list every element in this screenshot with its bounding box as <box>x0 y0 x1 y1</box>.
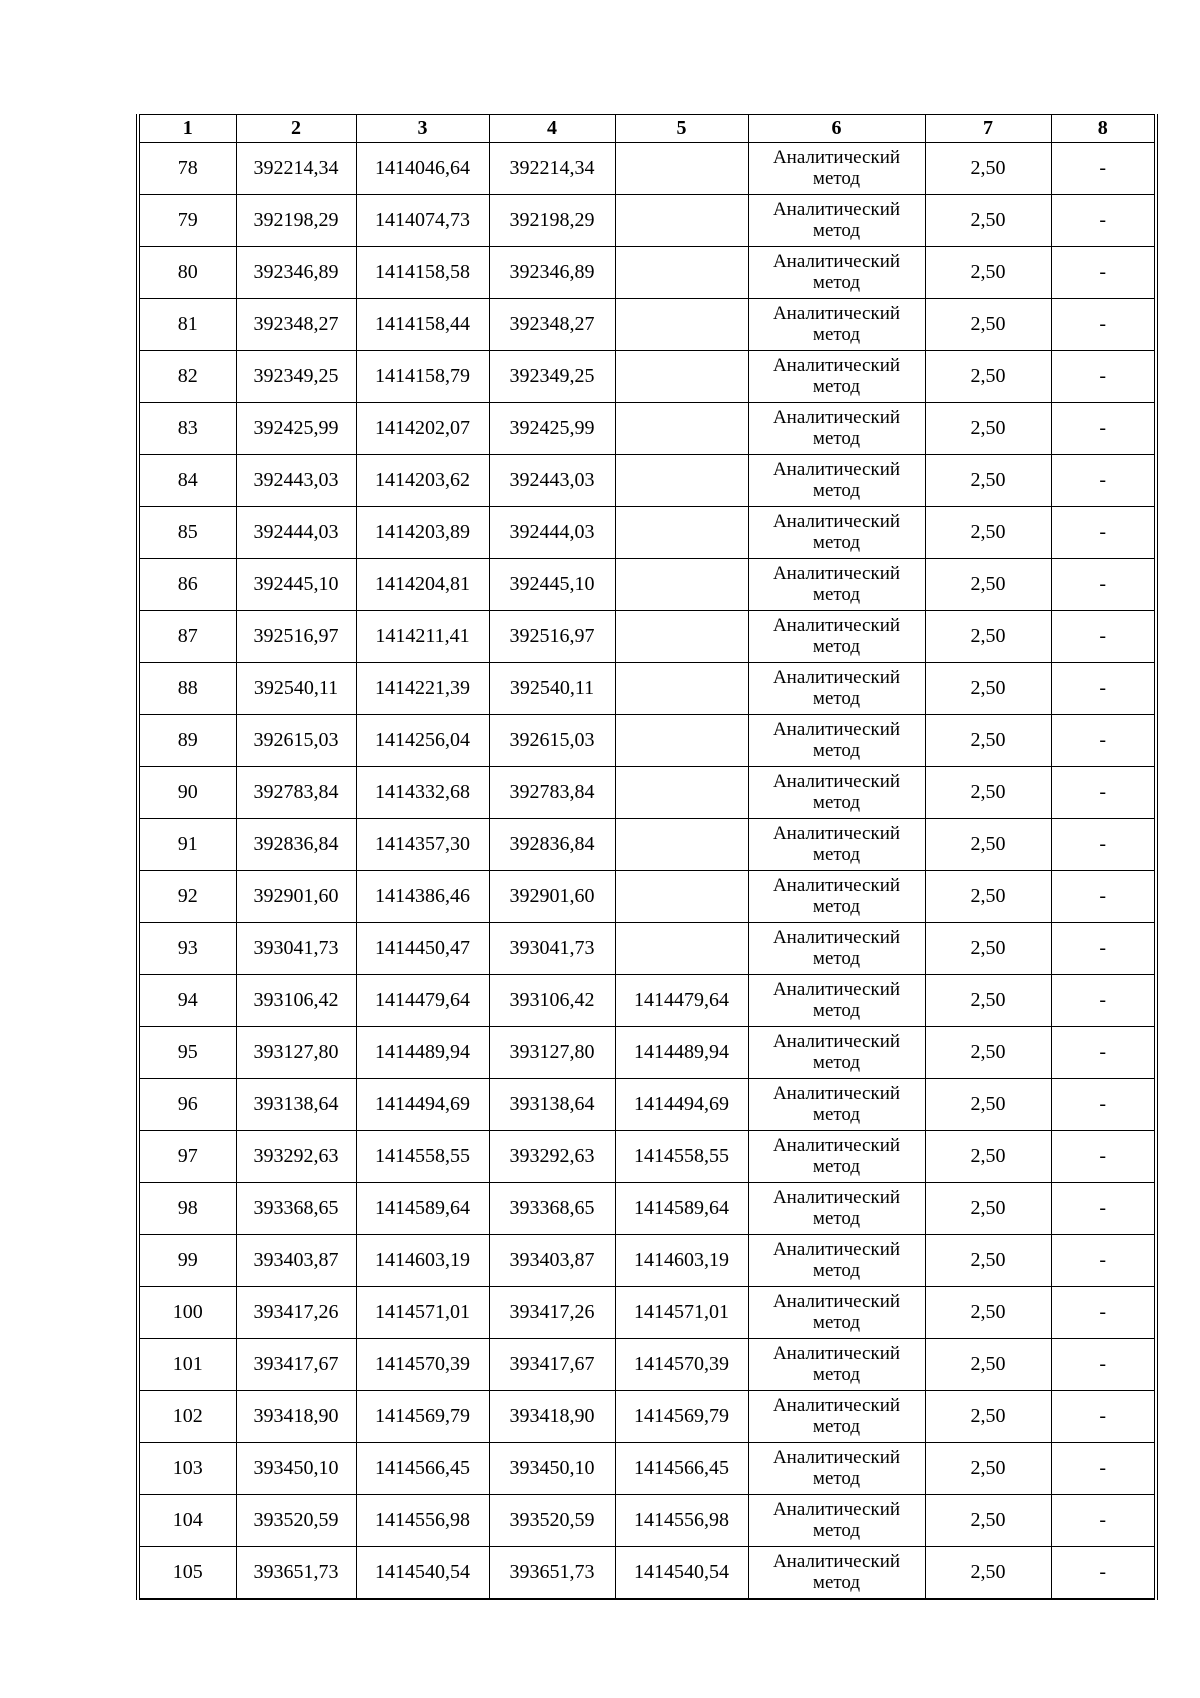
table-cell-col-5 <box>615 195 748 247</box>
table-header-row <box>138 115 1156 143</box>
table-cell-col-4: 393418,90 <box>489 1391 615 1443</box>
table-cell-col-1: 90 <box>138 767 236 819</box>
table-cell-col-4: 393403,87 <box>489 1235 615 1287</box>
table-cell-col-8: - <box>1051 559 1156 611</box>
table-cell-col-6: Аналитический метод <box>748 455 925 507</box>
table-cell-col-2: 392615,03 <box>236 715 356 767</box>
column-header-5: 5 <box>615 115 748 143</box>
table-cell-col-7: 2,50 <box>925 1235 1051 1287</box>
table-cell-col-4: 393368,65 <box>489 1183 615 1235</box>
table-cell-col-1: 105 <box>138 1547 236 1600</box>
table-cell-col-5: 1414603,19 <box>615 1235 748 1287</box>
table-cell-col-6: Аналитический метод <box>748 975 925 1027</box>
table-cell-col-1: 93 <box>138 923 236 975</box>
table-cell-col-6: Аналитический метод <box>748 1443 925 1495</box>
table-cell-col-1: 80 <box>138 247 236 299</box>
table-cell-col-1: 86 <box>138 559 236 611</box>
table-cell-col-5 <box>615 819 748 871</box>
table-cell-col-2: 392901,60 <box>236 871 356 923</box>
table-cell-col-2: 392214,34 <box>236 143 356 195</box>
table-cell-col-6: Аналитический метод <box>748 403 925 455</box>
table-cell-col-3: 1414489,94 <box>356 1027 489 1079</box>
table-cell-col-2: 393292,63 <box>236 1131 356 1183</box>
table-cell-col-8: - <box>1051 1547 1156 1600</box>
table-cell-col-7: 2,50 <box>925 1443 1051 1495</box>
table-cell-col-5: 1414556,98 <box>615 1495 748 1547</box>
table-cell-col-4: 393450,10 <box>489 1443 615 1495</box>
table-cell-col-2: 392346,89 <box>236 247 356 299</box>
table-cell-col-1: 99 <box>138 1235 236 1287</box>
table-cell-col-6: Аналитический метод <box>748 195 925 247</box>
table-cell-col-2: 393651,73 <box>236 1547 356 1600</box>
table-row <box>138 299 1156 351</box>
table-cell-col-2: 393041,73 <box>236 923 356 975</box>
table-cell-col-8: - <box>1051 1131 1156 1183</box>
table-cell-col-3: 1414202,07 <box>356 403 489 455</box>
table-row <box>138 559 1156 611</box>
table-cell-col-7: 2,50 <box>925 351 1051 403</box>
table-cell-col-3: 1414386,46 <box>356 871 489 923</box>
table-cell-col-5: 1414589,64 <box>615 1183 748 1235</box>
table-cell-col-5: 1414569,79 <box>615 1391 748 1443</box>
table-cell-col-1: 95 <box>138 1027 236 1079</box>
table-cell-col-2: 392443,03 <box>236 455 356 507</box>
table-cell-col-6: Аналитический метод <box>748 819 925 871</box>
table-cell-col-6: Аналитический метод <box>748 1495 925 1547</box>
table-cell-col-5: 1414570,39 <box>615 1339 748 1391</box>
table-cell-col-3: 1414494,69 <box>356 1079 489 1131</box>
table-cell-col-6: Аналитический метод <box>748 299 925 351</box>
table-cell-col-8: - <box>1051 351 1156 403</box>
table-cell-col-2: 393368,65 <box>236 1183 356 1235</box>
table-cell-col-3: 1414158,58 <box>356 247 489 299</box>
table-cell-col-6: Аналитический метод <box>748 1339 925 1391</box>
table-cell-col-5 <box>615 663 748 715</box>
table-cell-col-7: 2,50 <box>925 1495 1051 1547</box>
table-cell-col-8: - <box>1051 1391 1156 1443</box>
table-cell-col-8: - <box>1051 975 1156 1027</box>
table-cell-col-7: 2,50 <box>925 559 1051 611</box>
coordinates-table <box>136 114 1158 1600</box>
table-cell-col-1: 81 <box>138 299 236 351</box>
table-cell-col-6: Аналитический метод <box>748 1131 925 1183</box>
table-cell-col-4: 393292,63 <box>489 1131 615 1183</box>
table-cell-col-7: 2,50 <box>925 819 1051 871</box>
table-cell-col-8: - <box>1051 1183 1156 1235</box>
column-header-1: 1 <box>138 115 236 143</box>
table-cell-col-5 <box>615 767 748 819</box>
table-cell-col-8: - <box>1051 611 1156 663</box>
table-cell-col-4: 392540,11 <box>489 663 615 715</box>
table-cell-col-8: - <box>1051 1495 1156 1547</box>
table-row <box>138 1339 1156 1391</box>
table-row <box>138 455 1156 507</box>
table-cell-col-3: 1414046,64 <box>356 143 489 195</box>
table-cell-col-7: 2,50 <box>925 1027 1051 1079</box>
table-cell-col-2: 392783,84 <box>236 767 356 819</box>
table-cell-col-1: 83 <box>138 403 236 455</box>
table-cell-col-6: Аналитический метод <box>748 611 925 663</box>
table-body <box>138 143 1156 1600</box>
table-cell-col-8: - <box>1051 1443 1156 1495</box>
table-cell-col-8: - <box>1051 1235 1156 1287</box>
table-cell-col-2: 393138,64 <box>236 1079 356 1131</box>
table-cell-col-1: 94 <box>138 975 236 1027</box>
table-cell-col-1: 98 <box>138 1183 236 1235</box>
table-cell-col-8: - <box>1051 1339 1156 1391</box>
table-row <box>138 1235 1156 1287</box>
table-cell-col-6: Аналитический метод <box>748 1027 925 1079</box>
table-cell-col-2: 392198,29 <box>236 195 356 247</box>
table-cell-col-4: 392214,34 <box>489 143 615 195</box>
table-cell-col-3: 1414332,68 <box>356 767 489 819</box>
table-cell-col-5 <box>615 247 748 299</box>
table-cell-col-2: 392540,11 <box>236 663 356 715</box>
table-cell-col-1: 78 <box>138 143 236 195</box>
table-cell-col-6: Аналитический метод <box>748 767 925 819</box>
table-cell-col-3: 1414603,19 <box>356 1235 489 1287</box>
table-cell-col-8: - <box>1051 819 1156 871</box>
table-cell-col-5 <box>615 559 748 611</box>
table-cell-col-8: - <box>1051 195 1156 247</box>
table-cell-col-3: 1414570,39 <box>356 1339 489 1391</box>
table-cell-col-5: 1414571,01 <box>615 1287 748 1339</box>
table-row <box>138 819 1156 871</box>
table-cell-col-7: 2,50 <box>925 1391 1051 1443</box>
table-cell-col-7: 2,50 <box>925 767 1051 819</box>
table-cell-col-5 <box>615 299 748 351</box>
table-cell-col-4: 392349,25 <box>489 351 615 403</box>
table-cell-col-5 <box>615 871 748 923</box>
column-header-3: 3 <box>356 115 489 143</box>
table-cell-col-4: 392836,84 <box>489 819 615 871</box>
table-row <box>138 871 1156 923</box>
table-cell-col-2: 393450,10 <box>236 1443 356 1495</box>
table-cell-col-2: 392445,10 <box>236 559 356 611</box>
table-row <box>138 975 1156 1027</box>
table-cell-col-3: 1414566,45 <box>356 1443 489 1495</box>
table-cell-col-4: 392348,27 <box>489 299 615 351</box>
table-cell-col-1: 104 <box>138 1495 236 1547</box>
table-cell-col-1: 96 <box>138 1079 236 1131</box>
table-cell-col-5: 1414479,64 <box>615 975 748 1027</box>
table-cell-col-3: 1414203,89 <box>356 507 489 559</box>
table-cell-col-3: 1414589,64 <box>356 1183 489 1235</box>
table-cell-col-8: - <box>1051 1079 1156 1131</box>
column-header-6: 6 <box>748 115 925 143</box>
table-cell-col-7: 2,50 <box>925 1339 1051 1391</box>
table-cell-col-5 <box>615 455 748 507</box>
table-cell-col-2: 393418,90 <box>236 1391 356 1443</box>
table-cell-col-2: 392348,27 <box>236 299 356 351</box>
table-cell-col-6: Аналитический метод <box>748 1183 925 1235</box>
table-cell-col-4: 393127,80 <box>489 1027 615 1079</box>
table-cell-col-7: 2,50 <box>925 403 1051 455</box>
table-cell-col-7: 2,50 <box>925 611 1051 663</box>
table-cell-col-2: 393106,42 <box>236 975 356 1027</box>
table-cell-col-5 <box>615 403 748 455</box>
table-cell-col-3: 1414569,79 <box>356 1391 489 1443</box>
table-row <box>138 715 1156 767</box>
table-cell-col-1: 84 <box>138 455 236 507</box>
table-cell-col-2: 393417,26 <box>236 1287 356 1339</box>
table-cell-col-4: 392444,03 <box>489 507 615 559</box>
table-cell-col-6: Аналитический метод <box>748 1079 925 1131</box>
table-cell-col-6: Аналитический метод <box>748 1235 925 1287</box>
table-cell-col-6: Аналитический метод <box>748 1547 925 1600</box>
table-cell-col-2: 393403,87 <box>236 1235 356 1287</box>
table-cell-col-1: 79 <box>138 195 236 247</box>
table-row <box>138 1547 1156 1600</box>
table-cell-col-1: 82 <box>138 351 236 403</box>
table-cell-col-3: 1414540,54 <box>356 1547 489 1600</box>
table-row <box>138 1131 1156 1183</box>
table-cell-col-1: 97 <box>138 1131 236 1183</box>
table-cell-col-3: 1414221,39 <box>356 663 489 715</box>
table-cell-col-6: Аналитический метод <box>748 1391 925 1443</box>
table-cell-col-3: 1414203,62 <box>356 455 489 507</box>
table-cell-col-6: Аналитический метод <box>748 1287 925 1339</box>
table-cell-col-2: 392425,99 <box>236 403 356 455</box>
table-row <box>138 403 1156 455</box>
table-cell-col-4: 393138,64 <box>489 1079 615 1131</box>
table-cell-col-7: 2,50 <box>925 715 1051 767</box>
table-cell-col-4: 392198,29 <box>489 195 615 247</box>
table-cell-col-5 <box>615 143 748 195</box>
table-cell-col-7: 2,50 <box>925 299 1051 351</box>
table-cell-col-7: 2,50 <box>925 1287 1051 1339</box>
table-cell-col-7: 2,50 <box>925 663 1051 715</box>
table-cell-col-8: - <box>1051 143 1156 195</box>
table-cell-col-3: 1414450,47 <box>356 923 489 975</box>
table-cell-col-5 <box>615 715 748 767</box>
table-cell-col-5 <box>615 351 748 403</box>
table-cell-col-7: 2,50 <box>925 1547 1051 1600</box>
table-cell-col-7: 2,50 <box>925 143 1051 195</box>
table-cell-col-3: 1414158,44 <box>356 299 489 351</box>
table-row <box>138 923 1156 975</box>
table-cell-col-2: 392836,84 <box>236 819 356 871</box>
table-cell-col-6: Аналитический метод <box>748 247 925 299</box>
table-cell-col-6: Аналитический метод <box>748 715 925 767</box>
table-cell-col-7: 2,50 <box>925 247 1051 299</box>
table-row <box>138 767 1156 819</box>
column-header-8: 8 <box>1051 115 1156 143</box>
table-cell-col-7: 2,50 <box>925 507 1051 559</box>
table-cell-col-8: - <box>1051 507 1156 559</box>
table-cell-col-4: 393417,67 <box>489 1339 615 1391</box>
table-cell-col-4: 392346,89 <box>489 247 615 299</box>
table-cell-col-4: 392443,03 <box>489 455 615 507</box>
table-cell-col-8: - <box>1051 715 1156 767</box>
table-row <box>138 1027 1156 1079</box>
table-row <box>138 1079 1156 1131</box>
table-cell-col-7: 2,50 <box>925 1079 1051 1131</box>
column-header-4: 4 <box>489 115 615 143</box>
table-cell-col-7: 2,50 <box>925 871 1051 923</box>
table-cell-col-2: 393520,59 <box>236 1495 356 1547</box>
table-cell-col-4: 392615,03 <box>489 715 615 767</box>
table-cell-col-8: - <box>1051 247 1156 299</box>
table-cell-col-1: 89 <box>138 715 236 767</box>
table-cell-col-3: 1414479,64 <box>356 975 489 1027</box>
table-cell-col-8: - <box>1051 403 1156 455</box>
table-cell-col-1: 102 <box>138 1391 236 1443</box>
table-row <box>138 1443 1156 1495</box>
table-cell-col-8: - <box>1051 455 1156 507</box>
table-cell-col-1: 101 <box>138 1339 236 1391</box>
table-cell-col-5: 1414494,69 <box>615 1079 748 1131</box>
table-cell-col-6: Аналитический метод <box>748 143 925 195</box>
table-cell-col-6: Аналитический метод <box>748 507 925 559</box>
table-cell-col-1: 88 <box>138 663 236 715</box>
table-row <box>138 1287 1156 1339</box>
table-cell-col-3: 1414074,73 <box>356 195 489 247</box>
table-cell-col-8: - <box>1051 871 1156 923</box>
table-cell-col-6: Аналитический метод <box>748 559 925 611</box>
table-cell-col-3: 1414558,55 <box>356 1131 489 1183</box>
table-cell-col-5: 1414558,55 <box>615 1131 748 1183</box>
table-cell-col-3: 1414256,04 <box>356 715 489 767</box>
table-cell-col-6: Аналитический метод <box>748 663 925 715</box>
table-cell-col-8: - <box>1051 299 1156 351</box>
table-cell-col-4: 393417,26 <box>489 1287 615 1339</box>
table-cell-col-5: 1414566,45 <box>615 1443 748 1495</box>
table-cell-col-4: 393106,42 <box>489 975 615 1027</box>
table-cell-col-4: 392425,99 <box>489 403 615 455</box>
table-cell-col-2: 392444,03 <box>236 507 356 559</box>
table-cell-col-3: 1414357,30 <box>356 819 489 871</box>
column-header-7: 7 <box>925 115 1051 143</box>
table-cell-col-8: - <box>1051 1027 1156 1079</box>
table-cell-col-4: 393041,73 <box>489 923 615 975</box>
table-cell-col-7: 2,50 <box>925 455 1051 507</box>
table-cell-col-1: 85 <box>138 507 236 559</box>
table-row <box>138 1391 1156 1443</box>
table-cell-col-8: - <box>1051 1287 1156 1339</box>
table-row <box>138 143 1156 195</box>
table-cell-col-1: 92 <box>138 871 236 923</box>
table-cell-col-2: 393127,80 <box>236 1027 356 1079</box>
table-cell-col-8: - <box>1051 663 1156 715</box>
table-cell-col-3: 1414158,79 <box>356 351 489 403</box>
table-cell-col-5: 1414489,94 <box>615 1027 748 1079</box>
table-cell-col-6: Аналитический метод <box>748 871 925 923</box>
table-cell-col-3: 1414211,41 <box>356 611 489 663</box>
table-cell-col-7: 2,50 <box>925 195 1051 247</box>
table-row <box>138 1495 1156 1547</box>
table-cell-col-7: 2,50 <box>925 923 1051 975</box>
table-row <box>138 195 1156 247</box>
table-cell-col-1: 91 <box>138 819 236 871</box>
table-cell-col-4: 392901,60 <box>489 871 615 923</box>
table-cell-col-8: - <box>1051 923 1156 975</box>
table-row <box>138 507 1156 559</box>
table-cell-col-6: Аналитический метод <box>748 351 925 403</box>
table-cell-col-2: 393417,67 <box>236 1339 356 1391</box>
table-cell-col-7: 2,50 <box>925 1131 1051 1183</box>
table-cell-col-5 <box>615 507 748 559</box>
table-cell-col-6: Аналитический метод <box>748 923 925 975</box>
table-cell-col-5: 1414540,54 <box>615 1547 748 1600</box>
table-row <box>138 663 1156 715</box>
table-cell-col-1: 87 <box>138 611 236 663</box>
table-cell-col-8: - <box>1051 767 1156 819</box>
table-cell-col-3: 1414556,98 <box>356 1495 489 1547</box>
table-cell-col-4: 392516,97 <box>489 611 615 663</box>
table-cell-col-4: 393651,73 <box>489 1547 615 1600</box>
table-row <box>138 247 1156 299</box>
table-cell-col-4: 393520,59 <box>489 1495 615 1547</box>
table-cell-col-4: 392783,84 <box>489 767 615 819</box>
column-header-2: 2 <box>236 115 356 143</box>
table-cell-col-5 <box>615 923 748 975</box>
table-row <box>138 611 1156 663</box>
table-row <box>138 351 1156 403</box>
table-cell-col-2: 392349,25 <box>236 351 356 403</box>
table-cell-col-3: 1414204,81 <box>356 559 489 611</box>
table-cell-col-7: 2,50 <box>925 975 1051 1027</box>
table-cell-col-3: 1414571,01 <box>356 1287 489 1339</box>
table-row <box>138 1183 1156 1235</box>
table-cell-col-7: 2,50 <box>925 1183 1051 1235</box>
table-cell-col-2: 392516,97 <box>236 611 356 663</box>
table-cell-col-4: 392445,10 <box>489 559 615 611</box>
table-cell-col-1: 100 <box>138 1287 236 1339</box>
table-cell-col-5 <box>615 611 748 663</box>
table-cell-col-1: 103 <box>138 1443 236 1495</box>
